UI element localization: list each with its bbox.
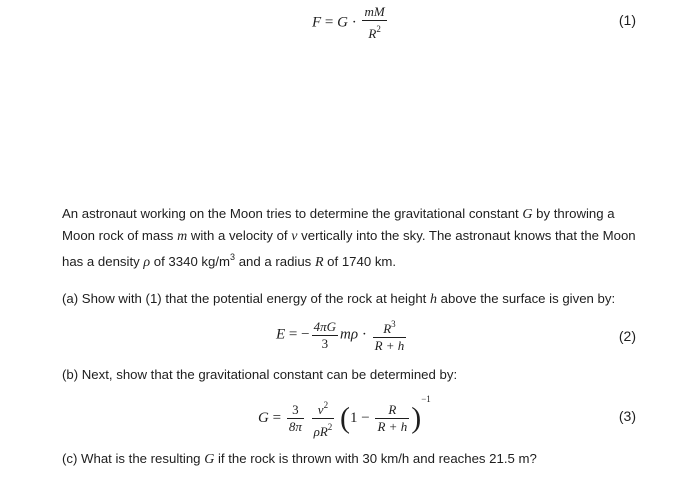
part-b-text [62, 364, 647, 385]
intro-symbol-r: R [314, 255, 324, 270]
equation-2-row [0, 312, 700, 358]
part-a-text-1: (a) Show with (1) that the potential energy of the rock at height [62, 291, 430, 306]
eq3-left-paren: ( [340, 401, 351, 435]
eq2-dot: · [361, 326, 367, 343]
eq2-minus: − [301, 326, 310, 343]
eq3-fraction-3 [375, 402, 409, 435]
eq2-numerator-2-exp: 3 [391, 319, 396, 329]
equation-2 [276, 316, 408, 354]
intro-text-7: of 1740 km. [323, 254, 397, 269]
eq3-denominator-3: R + h [377, 419, 408, 435]
equation-3-row [0, 390, 700, 440]
intro-symbol-v: v [291, 229, 298, 244]
eq3-one: 1 [350, 410, 358, 426]
eq3-right-paren: ) [411, 401, 422, 435]
eq2-m-rho: mρ [340, 326, 359, 343]
intro-paragraph [62, 203, 647, 273]
eq1-lhs: F [312, 14, 322, 31]
intro-symbol-m: m [177, 229, 188, 244]
equation-1-row [0, 2, 700, 42]
eq2-denominator-2: R + h [374, 338, 405, 353]
intro-text-6: and a radius [235, 254, 315, 269]
intro-text-5: of 3340 kg/m [150, 254, 231, 269]
eq2-equals: = [288, 326, 298, 343]
part-b-text-1: (b) Next, show that the gravitational constant can be determined by: [62, 367, 458, 382]
eq1-fraction [362, 4, 386, 42]
intro-density-exp: 3 [230, 252, 236, 262]
eq2-lhs: E [276, 326, 286, 343]
eq3-denominator-1: 8π [288, 419, 302, 435]
eq1-g: G [337, 14, 348, 31]
eq1-denominator: R [368, 26, 377, 41]
eq3-lhs: G [258, 410, 269, 426]
part-c-text [62, 448, 647, 470]
eq1-equals: = [324, 14, 334, 31]
intro-text-3: with a velocity of [187, 228, 292, 243]
equation-2-number: (2) [618, 328, 636, 344]
eq3-numerator-1: 3 [287, 402, 304, 419]
eq3-numerator-3: R [375, 402, 409, 419]
part-c-text-1: (c) What is the resulting [62, 451, 205, 466]
part-a-text [62, 288, 647, 310]
intro-text-4: vertically into the sky. The astronaut knows that the Moon has a density [62, 228, 636, 269]
eq1-dot: · [351, 14, 357, 31]
eq2-numerator-1: 4πG [313, 318, 337, 334]
equation-1-number: (1) [618, 12, 636, 28]
intro-text-2: by throwing a Moon rock of mass [62, 206, 615, 243]
intro-symbol-g: G [522, 207, 533, 222]
eq2-fraction-1 [312, 319, 338, 352]
eq3-minus: − [361, 410, 370, 426]
equation-3-number: (3) [618, 408, 636, 424]
eq3-numerator-2-exp: 2 [323, 400, 329, 411]
eq3-denominator-2: ρR [313, 424, 328, 440]
part-c-text-2: if the rock is thrown with 30 km/h and reaches 21.5 m? [214, 451, 537, 466]
eq2-numerator-2: R [383, 321, 392, 336]
eq3-numerator-2: v [317, 402, 324, 418]
part-c-symbol-g: G [204, 452, 215, 467]
eq3-fraction-2 [312, 397, 335, 440]
intro-symbol-rho: ρ [143, 255, 151, 270]
eq1-denominator-exp: 2 [376, 24, 381, 34]
eq3-denominator-2-exp: 2 [327, 422, 333, 433]
eq2-fraction-2 [373, 316, 407, 354]
eq2-denominator-1: 3 [321, 335, 329, 351]
eq3-fraction-1 [287, 402, 304, 435]
equation-1 [312, 4, 389, 42]
eq1-numerator: mM [364, 4, 385, 19]
equation-3 [258, 394, 431, 440]
eq3-exponent: −1 [421, 394, 431, 404]
part-a-text-2: above the surface is given by: [437, 291, 616, 306]
intro-text-1: An astronaut working on the Moon tries to determine the gravitational constant [62, 206, 523, 221]
part-a-symbol-h: h [430, 292, 437, 307]
eq3-equals: = [272, 410, 282, 426]
